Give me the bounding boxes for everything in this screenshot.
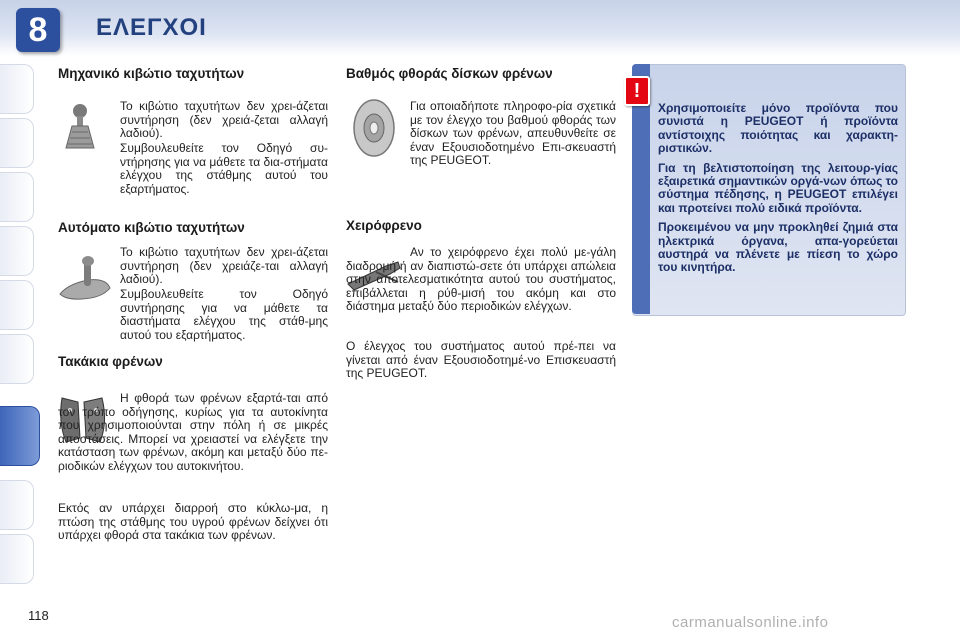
chapter-tab-active[interactable] — [0, 406, 40, 466]
chapter-tab[interactable] — [0, 226, 34, 276]
chapter-number-badge: 8 — [16, 8, 60, 52]
disc-wear-heading: Βαθμός φθοράς δίσκων φρένων — [346, 66, 553, 81]
warning-exclamation-icon: ! — [624, 76, 650, 106]
page-title: ΕΛΕΓΧΟΙ — [96, 14, 207, 41]
auto-gearbox-text-2: Συμβουλευθείτε τον Οδηγό συντήρησης για να μάθετε τα διαστήματα ελέγχου της στάθ-μης αυτού του εξαρτήματος. — [120, 287, 328, 342]
manual-gearbox-text-1: Το κιβώτιο ταχυτήτων δεν χρει-άζεται συντήρηση (δεν χρειά-ζεται αλλαγή λαδιού). — [120, 99, 328, 141]
warning-text-1: Χρησιμοποιείτε μόνο προϊόντα που συνιστά η PEUGEOT ή προϊόντα αντίστοιχης ποιότητας και χαρακτη-ριστικών. — [658, 101, 898, 156]
chapter-tabs — [0, 64, 36, 584]
watermark: carmanualsonline.info — [672, 614, 829, 631]
manual-gearbox-text-2: Συμβουλευθείτε τον Οδηγό συ-ντήρησης για να μάθετε τα δια-στήματα ελέγχου της στάθμης αυτού του εξαρτήματος. — [120, 141, 328, 196]
handbrake-heading: Χειρόφρενο — [346, 218, 422, 233]
chapter-tab[interactable] — [0, 480, 34, 530]
manual-gear-lever-illustration — [58, 102, 102, 150]
disc-wear-text: Για οποιαδήποτε πληροφο-ρία σχετικά με τον έλεγχο του βαθμού φθοράς των δίσκων των φρένων, απευθυνθείτε σε έναν Εξουσιοδοτημένο Επι-σκευαστή της PEUGEOT. — [410, 99, 616, 168]
brake-pads-heading: Τακάκια φρένων — [58, 354, 163, 369]
chapter-tab[interactable] — [0, 280, 34, 330]
page-number: 118 — [28, 608, 49, 623]
handbrake-text-2: Ο έλεγχος του συστήματος αυτού πρέ-πει να γίνεται από έναν Εξουσιοδοτημέ-νο Επισκευαστή της PEUGEOT. — [346, 339, 616, 381]
brake-pads-text-2: Εκτός αν υπάρχει διαρροή στο κύκλω-μα, η πτώση της στάθμης του υγρού φρένων δείχνει ότι υπάρχει φθορά στα τακάκια των φρένων. — [58, 501, 328, 543]
manual-gearbox-heading: Μηχανικό κιβώτιο ταχυτήτων — [58, 66, 245, 81]
handbrake-text-1: Αν το χειρόφρενο έχει πολύ με-γάλη διαδρομή ή αν διαπιστώ-σετε ότι υπάρχει απώλεια στην αποτελεσματικότητα αυτού του συστήματος, επιβάλλεται η ρύθ-μισή του ακόμη και στο διάστημα μεταξύ δύο περιοδικών ελέγχων. — [346, 245, 616, 314]
chapter-tab[interactable] — [0, 118, 34, 168]
brake-disc-illustration — [350, 98, 398, 158]
warning-text-2: Για τη βελτιστοποίηση της λειτουρ-γίας εξαιρετικά σημαντικών οργά-νων όπως το σύστημα πέδησης, η PEUGEOT επιλέγει και προτείνει πολύ ειδικά προϊόντα. — [658, 160, 899, 215]
auto-gearbox-text-1: Το κιβώτιο ταχυτήτων δεν χρει-άζεται συντήρηση (δεν χρειάζε-ται αλλαγή λαδιού). — [120, 245, 328, 287]
chapter-tab[interactable] — [0, 534, 34, 584]
chapter-tab[interactable] — [0, 64, 34, 114]
auto-gearbox-heading: Αυτόματο κιβώτιο ταχυτήτων — [58, 220, 245, 235]
automatic-gear-selector-illustration — [58, 254, 112, 300]
chapter-tab[interactable] — [0, 334, 34, 384]
warning-text-3: Προκειμένου να μην προκληθεί ζημιά στα ηλεκτρικά όργανα, απα-γορεύεται αυστηρά να πλένετε με πίεση το χώρο του κινητήρα. — [658, 220, 898, 275]
brake-pads-text-1: Η φθορά των φρένων εξαρτά-ται από τον τρόπο οδήγησης, κυρίως για τα αυτοκίνητα που χρησιμοποιούνται στην πόλη ή σε μικρές αποστάσεις. Μπορεί να χρειαστεί να ελέγξετε την κατάσταση των φρένων, ακόμη και μεταξύ δύο πε-ριοδικών ελέγχων του αυτοκινήτου. — [58, 391, 328, 473]
chapter-tab[interactable] — [0, 172, 34, 222]
warning-text — [658, 102, 898, 281]
